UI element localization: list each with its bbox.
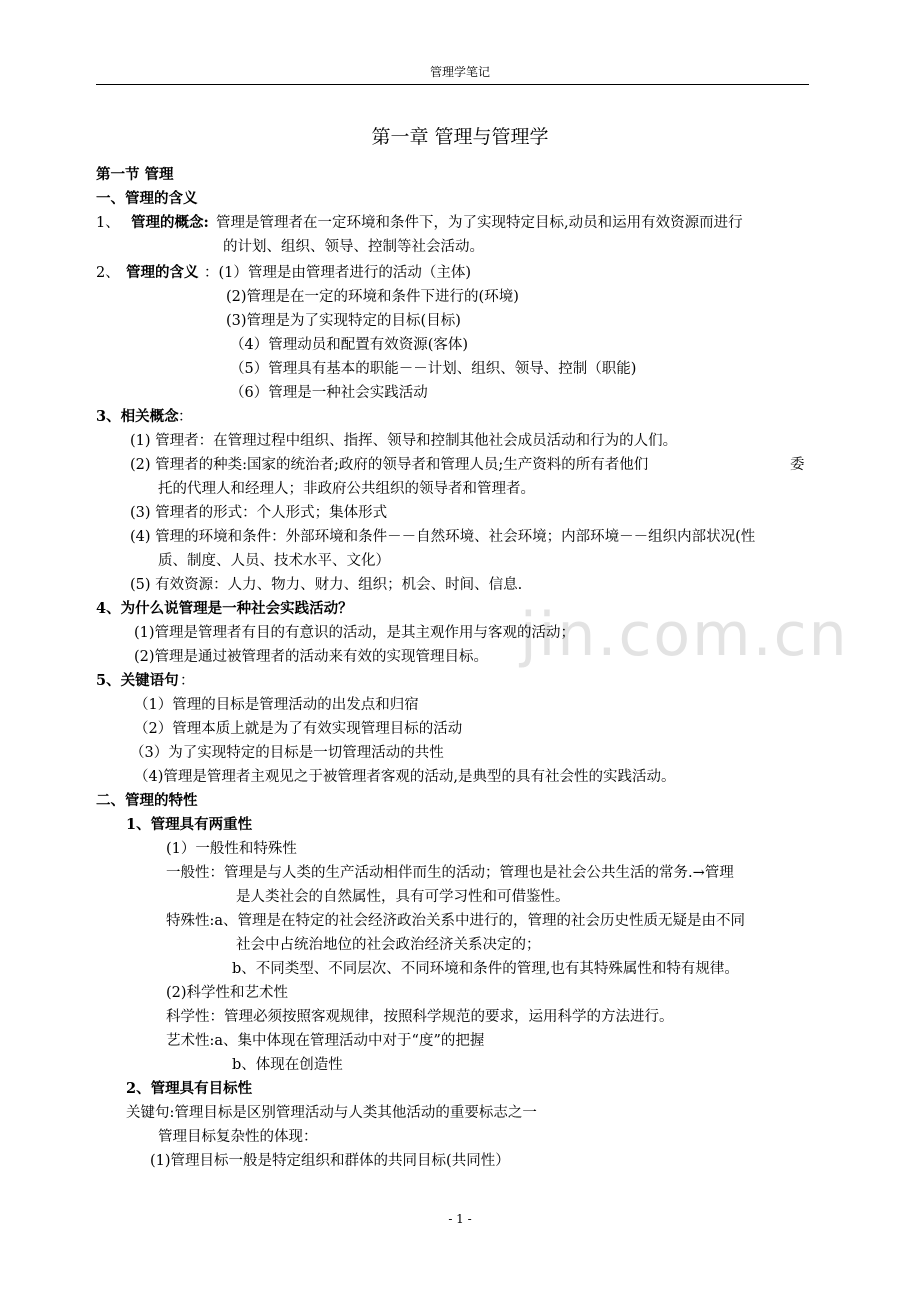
page-header: 管理学笔记 [429, 65, 490, 79]
body-text: （1）管理的目标是管理活动的出发点和归宿 [134, 697, 419, 713]
body-text: 2、 [96, 265, 120, 281]
body-text: 管理目标复杂性的体现： [158, 1129, 318, 1145]
page-number: - 1 - [448, 1212, 472, 1226]
body-text: 管理是管理者在一定环境和条件下，为了实现特定目标,动员和运用有效资源而进行 [216, 215, 743, 231]
body-text: 社会中占统治地位的社会政治经济关系决定的； [236, 937, 541, 953]
heading-text: 2、管理具有目标性 [126, 1080, 253, 1097]
body-text: （6）管理是一种社会实践活动 [230, 385, 428, 401]
body-text: ： [180, 673, 195, 689]
body-text: 艺术性:a、集中体现在管理活动中对于“度”的把握 [166, 1033, 485, 1049]
body-text: (5) 有效资源：人力、物力、财力、组织；机会、时间、信息. [130, 577, 523, 593]
chapter-title: 第一章 管理与管理学 [371, 126, 549, 148]
body-text: 质、制度、人员、技术水平、文化） [158, 553, 390, 569]
body-text: (2)管理是通过被管理者的活动来有效的实现管理目标。 [134, 649, 489, 665]
heading-text: 一、管理的含义 [96, 190, 198, 207]
body-text: 1、 [96, 215, 120, 231]
body-text: (1) 管理者：在管理过程中组织、指挥、领导和控制其他社会成员活动和行为的人们。 [130, 433, 678, 449]
body-text: 一般性：管理是与人类的生产活动相伴而生的活动；管理也是社会公共生活的常务.→管理 [166, 865, 734, 881]
heading-text: 5、关键语句 [96, 672, 179, 689]
body-text: （4）管理动员和配置有效资源(客体) [230, 337, 469, 353]
body-text: 特殊性:a、管理是在特定的社会经济政治关系中进行的，管理的社会历史性质无疑是由不同 [166, 913, 746, 929]
heading-text: 第一节 管理 [96, 166, 174, 183]
body-text: （4)管理是管理者主观见之于被管理者客观的活动,是典型的具有社会性的实践活动。 [134, 769, 676, 785]
body-text: ： [178, 409, 193, 425]
heading-text: 管理的含义 [126, 264, 199, 281]
body-text: b、不同类型、不同层次、不同环境和条件的管理,也有其特殊属性和特有规律。 [232, 961, 739, 977]
body-text: （5）管理具有基本的职能－－计划、组织、领导、控制（职能) [230, 361, 637, 377]
body-text: 关键句:管理目标是区别管理活动与人类其他活动的重要标志之一 [126, 1105, 537, 1121]
body-text: (1)管理是管理者有目的有意识的活动，是其主观作用与客观的活动； [134, 625, 576, 641]
body-text: ：(1）管理是由管理者进行的活动（主体) [204, 265, 472, 281]
body-text: (1)管理目标一般是特定组织和群体的共同目标(共同性） [150, 1153, 510, 1169]
body-text: （3）为了实现特定的目标是一切管理活动的共性 [130, 745, 444, 761]
body-text: 科学性：管理必须按照客观规律，按照科学规范的要求，运用科学的方法进行。 [166, 1009, 674, 1025]
header-rule [96, 84, 809, 85]
body-text: 的计划、组织、领导、控制等社会活动。 [223, 239, 484, 255]
body-text: (2)科学性和艺术性 [166, 985, 289, 1001]
body-text: (2)管理是在一定的环境和条件下进行的(环境) [226, 289, 519, 305]
body-text: （2）管理本质上就是为了有效实现管理目标的活动 [134, 721, 463, 737]
body-text: 托的代理人和经理人；非政府公共组织的领导者和管理者。 [158, 481, 535, 497]
heading-text: 二、管理的特性 [96, 792, 198, 809]
body-text: (3) 管理者的形式：个人形式；集体形式 [130, 505, 388, 521]
watermark: jin.com.cn [520, 600, 849, 670]
body-text: 是人类社会的自然属性，具有可学习性和可借鉴性。 [236, 889, 570, 905]
heading-text: 4、为什么说管理是一种社会实践活动？ [96, 600, 353, 617]
heading-text: 管理的概念: [131, 214, 209, 231]
body-text: 委 [790, 457, 805, 473]
heading-text: 1、管理具有两重性 [126, 816, 253, 833]
heading-text: 3、相关概念 [96, 408, 179, 425]
body-text: (2) 管理者的种类:国家的统治者;政府的领导者和管理人员;生产资料的所有者他们 [130, 457, 649, 473]
body-text: (4) 管理的环境和条件：外部环境和条件－－自然环境、社会环境；内部环境－－组织内部状况(性 [130, 529, 756, 545]
body-text: b、体现在创造性 [232, 1057, 343, 1073]
body-text: (3)管理是为了实现特定的目标(目标) [226, 313, 461, 329]
body-text: (1）一般性和特殊性 [166, 841, 297, 857]
